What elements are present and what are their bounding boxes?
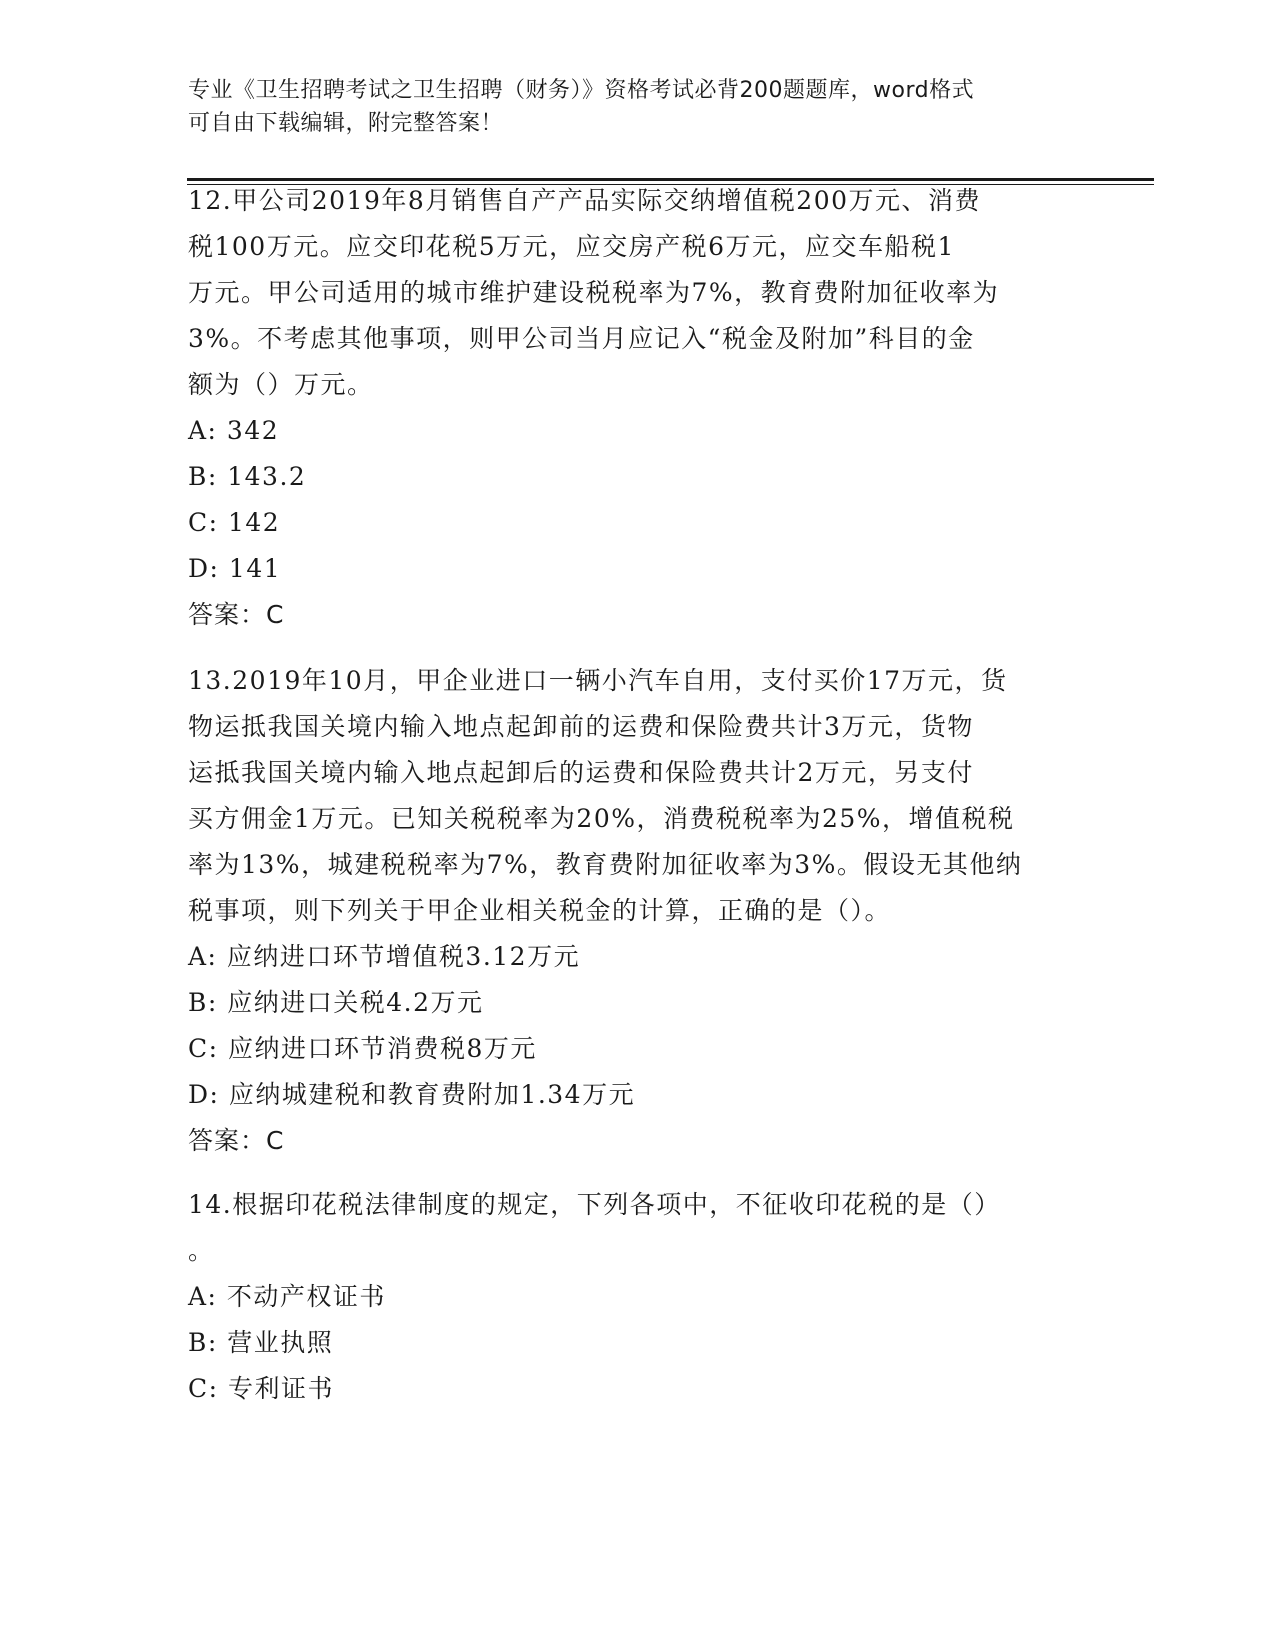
option-d: D: 应纳城建税和教育费附加1.34万元 bbox=[188, 1080, 636, 1109]
question-13 bbox=[188, 658, 1088, 1164]
question-stem-line: 13.2019年10月，甲企业进口一辆小汽车自用，支付买价17万元，货 bbox=[188, 666, 1008, 695]
option-b: B: 143.2 bbox=[188, 462, 307, 491]
answer-label: 答案：C bbox=[188, 1126, 285, 1155]
question-stem-line: 12.甲公司2019年8月销售自产产品实际交纳增值税200万元、消费 bbox=[188, 186, 982, 215]
option-c: C: 专利证书 bbox=[188, 1374, 334, 1403]
option-b: B: 应纳进口关税4.2万元 bbox=[188, 988, 484, 1017]
option-b: B: 营业执照 bbox=[188, 1328, 334, 1357]
question-stem-line: 买方佣金1万元。已知关税税率为20%，消费税税率为25%，增值税税 bbox=[188, 804, 1015, 833]
question-14 bbox=[188, 1182, 1088, 1412]
question-stem-line: 。 bbox=[188, 1236, 215, 1265]
option-c: C: 应纳进口环节消费税8万元 bbox=[188, 1034, 537, 1063]
question-stem-line: 3%。不考虑其他事项，则甲公司当月应记入“税金及附加”科目的金 bbox=[188, 324, 975, 353]
option-d: D: 141 bbox=[188, 554, 282, 583]
option-c: C: 142 bbox=[188, 508, 281, 537]
question-stem-line: 率为13%，城建税税率为7%，教育费附加征收率为3%。假设无其他纳 bbox=[188, 850, 1023, 879]
question-stem-line: 14.根据印花税法律制度的规定，下列各项中，不征收印花税的是（） bbox=[188, 1190, 1001, 1219]
question-stem-line: 税100万元。应交印花税5万元，应交房产税6万元，应交车船税1 bbox=[188, 232, 955, 261]
option-a: A: 不动产权证书 bbox=[188, 1282, 386, 1311]
question-stem-line: 税事项，则下列关于甲企业相关税金的计算，正确的是（）。 bbox=[188, 896, 892, 925]
question-stem-line: 万元。甲公司适用的城市维护建设税税率为7%，教育费附加征收率为 bbox=[188, 278, 1000, 307]
question-stem-line: 额为（）万元。 bbox=[188, 370, 374, 399]
option-a: A: 应纳进口环节增值税3.12万元 bbox=[188, 942, 581, 971]
option-a: A: 342 bbox=[188, 416, 280, 445]
question-stem-line: 运抵我国关境内输入地点起卸后的运费和保险费共计2万元，另支付 bbox=[188, 758, 974, 787]
question-stem-line: 物运抵我国关境内输入地点起卸前的运费和保险费共计3万元，货物 bbox=[188, 712, 974, 741]
answer-label: 答案：C bbox=[188, 600, 285, 629]
document-header bbox=[188, 74, 1088, 140]
header-line: 可自由下载编辑，附完整答案！ bbox=[188, 111, 504, 136]
header-line: 专业《卫生招聘考试之卫生招聘（财务）》资格考试必背200题题库，word格式 bbox=[188, 78, 975, 103]
question-12 bbox=[188, 178, 1088, 638]
